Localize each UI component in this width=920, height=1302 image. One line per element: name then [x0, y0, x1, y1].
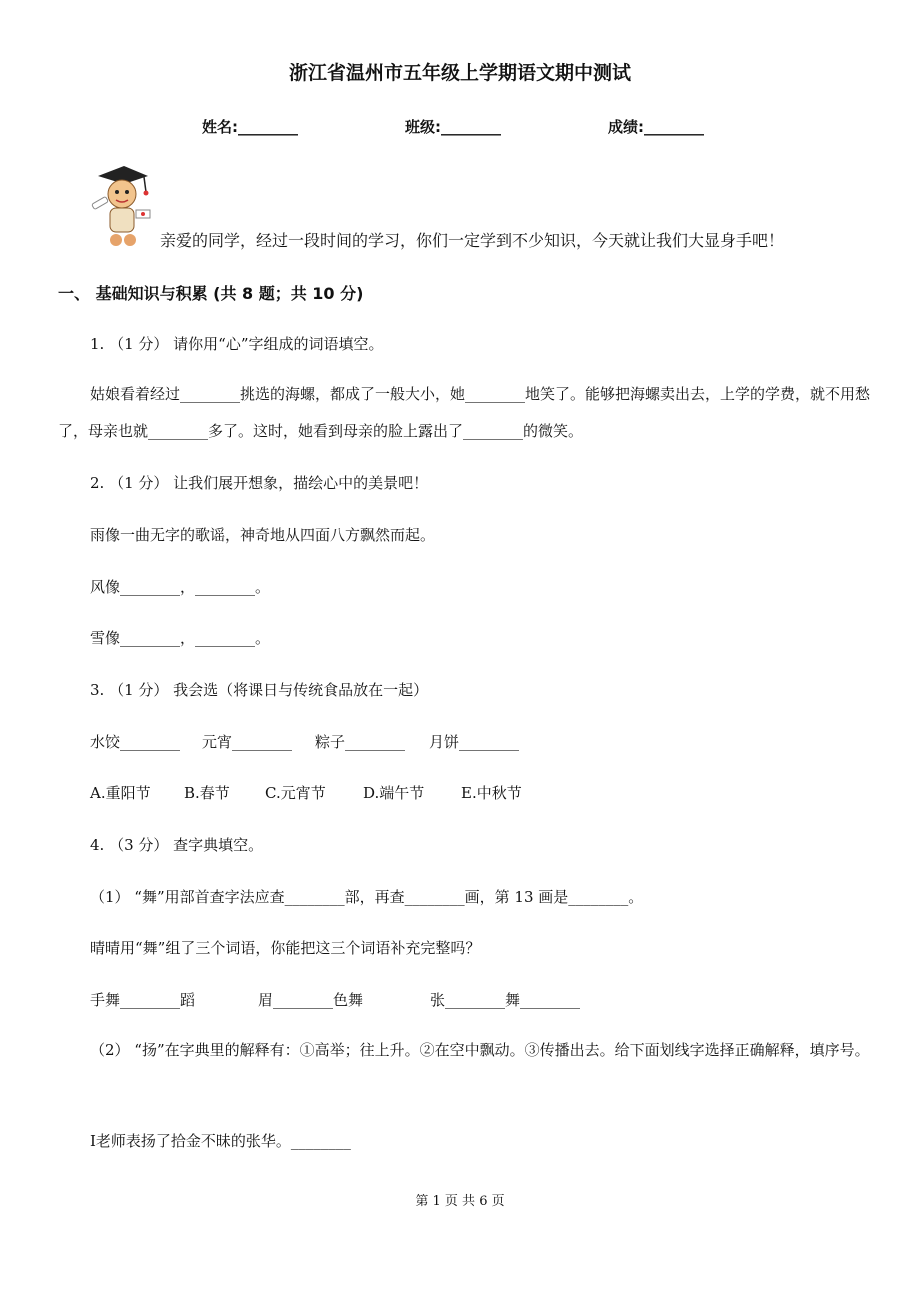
food-item: 水饺________ — [90, 733, 181, 751]
student-mascot-icon — [86, 162, 156, 252]
question-2-line-1: 雨像一曲无字的歌谣，神奇地从四面八方飘然而起。 — [90, 526, 436, 544]
question-4-heading: 4. （3 分） 查字典填空。 — [90, 836, 264, 854]
food-item: 月饼________ — [429, 733, 520, 751]
section-heading: 一、 基础知识与积累 (共 8 题；共 10 分) — [58, 284, 364, 303]
option-e: E.中秋节 — [461, 784, 522, 802]
score-field: 成绩:________ — [608, 118, 704, 136]
question-2-heading: 2. （1 分） 让我们展开想象，描绘心中的美景吧！ — [90, 474, 429, 492]
question-4-part-1: （1） “舞”用部首查字法应查________部，再查________画，第 13 画是________。 — [90, 888, 644, 906]
page-footer: 第 1 页 共 6 页 — [415, 1194, 505, 1209]
question-1-heading: 1. （1 分） 请你用“心”字组成的词语填空。 — [90, 335, 384, 353]
class-field: 班级:________ — [405, 118, 501, 136]
word-blank: 张________舞________ — [430, 991, 581, 1009]
word-blank: 眉________色舞 — [258, 991, 364, 1009]
option-d: D.端午节 — [363, 784, 425, 802]
option-b: B.春节 — [184, 784, 230, 802]
question-2-line-2: 风像________，________。 — [90, 578, 271, 596]
question-3-heading: 3. （1 分） 我会选（将课日与传统食品放在一起） — [90, 681, 429, 699]
food-item: 元宵________ — [202, 733, 293, 751]
question-4-item-1: Ⅰ老师表扬了拾金不昧的张华。________ — [90, 1132, 351, 1150]
name-field: 姓名:________ — [202, 118, 298, 136]
food-item: 粽子________ — [315, 733, 406, 751]
welcome-text: 亲爱的同学，经过一段时间的学习，你们一定学到不少知识，今天就让我们大显身手吧！ — [160, 231, 785, 250]
word-blank: 手舞________蹈 — [90, 991, 196, 1009]
question-4-prompt: 晴晴用“舞”组了三个词语，你能把这三个词语补充完整吗？ — [90, 939, 481, 957]
page-title: 浙江省温州市五年级上学期语文期中测试 — [288, 62, 631, 84]
question-1-body: 姑娘看着经过________挑选的海螺，都成了一般大小，她________地笑了。能够把海螺卖出去，上学的学费，就不用愁了，母亲也就________多了。这时，她看到母亲的脸上露出了________的微笑。 — [58, 385, 871, 440]
option-a: A.重阳节 — [90, 784, 151, 802]
option-c: C.元宵节 — [265, 784, 326, 802]
question-4-part-2: （2） “扬”在字典里的解释有：①高举；往上升。②在空中飘动。③传播出去。给下面划线字选择正确解释，填序号。 — [90, 1041, 870, 1059]
question-2-line-3: 雪像________，________。 — [90, 629, 271, 647]
